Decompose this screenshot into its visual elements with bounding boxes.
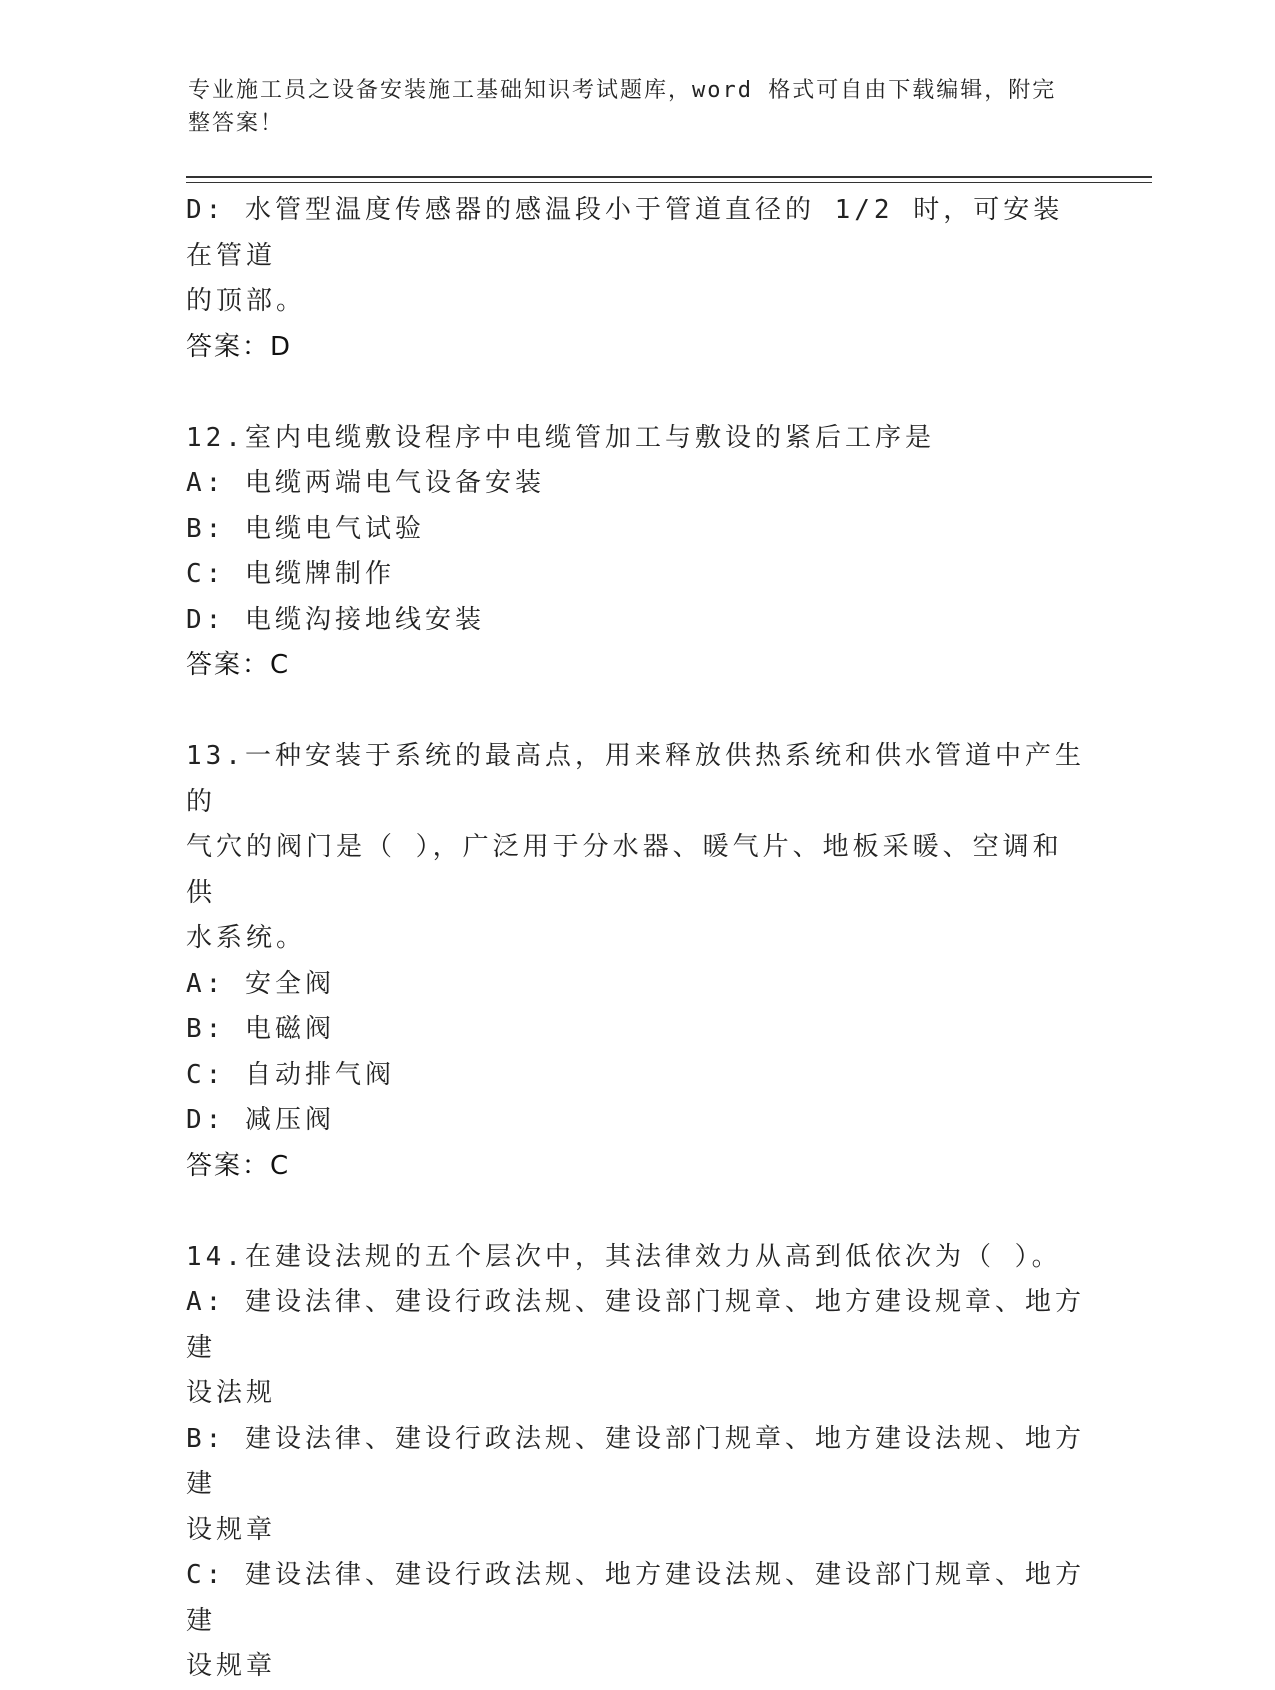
option-a-line-2: 设法规 <box>186 1378 277 1408</box>
spacer <box>186 689 1086 735</box>
option-a: A: 安全阀 <box>186 968 335 999</box>
spacer <box>186 370 1086 416</box>
option-b-line-2: 设规章 <box>186 1514 277 1545</box>
question-stem: 12.室内电缆敷设程序中电缆管加工与敷设的紧后工序是 <box>186 422 935 453</box>
question-stem: 14.在建设法规的五个层次中，其法律效力从高到低依次为（ ）。 <box>186 1241 1062 1272</box>
option-d-line-1: D: 水管型温度传感器的感温段小于管道直径的 1/2 时，可安装在管道 <box>186 195 1064 271</box>
question-12 <box>186 416 1086 689</box>
option-a: A: 电缆两端电气设备安装 <box>186 468 545 498</box>
option-c-line-2: 设规章 <box>186 1651 277 1681</box>
header-divider-thick <box>186 176 1152 178</box>
option-a-line-1: A: 建设法律、建设行政法规、建设部门规章、地方建设规章、地方建 <box>186 1287 1085 1363</box>
option-c-line-1: C: 建设法律、建设行政法规、地方建设法规、建设部门规章、地方建 <box>186 1560 1085 1636</box>
question-14 <box>186 1235 1086 1690</box>
header-title-line-2: 整答案！ <box>188 111 285 136</box>
option-c: C: 自动排气阀 <box>186 1059 395 1090</box>
question-stem-line-3: 水系统。 <box>186 923 307 953</box>
answer-line: 答案：C <box>186 650 291 680</box>
question-13 <box>186 734 1086 1189</box>
document-header <box>188 74 1068 140</box>
document-body <box>186 188 1086 1690</box>
header-divider-thin <box>186 182 1152 183</box>
answer-line: 答案：D <box>186 331 293 362</box>
option-b: B: 电缆电气试验 <box>186 513 425 544</box>
carryover-question <box>186 188 1086 370</box>
question-stem-line-2: 气穴的阀门是（ ），广泛用于分水器、暖气片、地板采暖、空调和供 <box>186 832 1063 908</box>
option-d: D: 减压阀 <box>186 1105 335 1135</box>
option-b-line-1: B: 建设法律、建设行政法规、建设部门规章、地方建设法规、地方建 <box>186 1423 1085 1499</box>
option-c: C: 电缆牌制作 <box>186 559 395 589</box>
option-d: D: 电缆沟接地线安装 <box>186 604 485 635</box>
header-title-line-1: 专业施工员之设备安装施工基础知识考试题库，word 格式可自由下载编辑，附完 <box>188 78 1057 103</box>
question-stem-line-1: 13.一种安装于系统的最高点，用来释放供热系统和供水管道中产生的 <box>186 741 1085 817</box>
spacer <box>186 1189 1086 1235</box>
option-d-line-2: 的顶部。 <box>186 286 307 316</box>
answer-line: 答案：C <box>186 1150 291 1181</box>
option-b: B: 电磁阀 <box>186 1014 335 1044</box>
